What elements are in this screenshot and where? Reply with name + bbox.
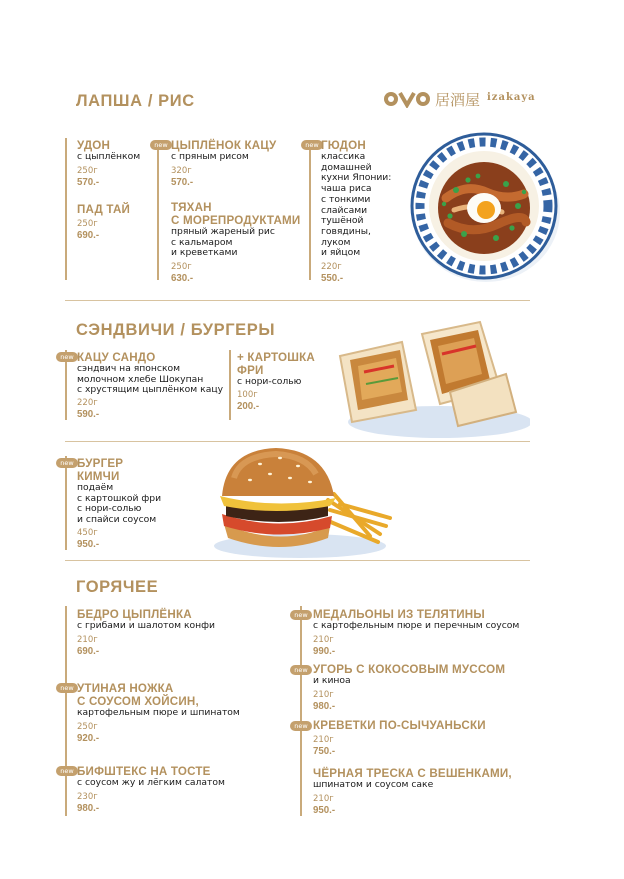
item-name: ТЯХАН (171, 201, 212, 214)
item-weight: 100г (237, 389, 258, 400)
item-desc: и киноа (313, 675, 351, 686)
item-name: БУРГЕР (77, 457, 124, 470)
brand-jp: 居酒屋 (435, 91, 481, 109)
item-desc: сэндвич на японском (77, 363, 181, 374)
item-name: ГЮДОН (321, 139, 366, 152)
item-weight: 250г (171, 262, 192, 273)
item-name: БИФШТЕКС НА ТОСТЕ (77, 765, 211, 778)
divider-vertical (65, 456, 67, 550)
item-desc: с пряным рисом (171, 151, 249, 162)
section-divider (65, 560, 530, 561)
item-desc: с грибами и шалотом конфи (77, 620, 215, 631)
brand-logo (383, 89, 543, 109)
item-price: 980.- (77, 802, 100, 814)
item-desc: кухни Японии: (321, 172, 392, 184)
section-title-noodles: ЛАПША / РИС (76, 92, 195, 110)
item-price: 950.- (77, 538, 100, 550)
item-weight: 250г (77, 165, 98, 176)
ovo-logo-icon (383, 90, 431, 108)
menu-item-chicken-thigh (77, 608, 215, 658)
item-name: БЕДРО ЦЫПЛЁНКА (77, 608, 192, 621)
item-desc: луком (321, 236, 351, 248)
item-weight: 250г (77, 721, 98, 732)
menu-item-chicken-katsu (171, 139, 276, 189)
menu-item-pad-thai (77, 203, 130, 242)
item-desc: молочном хлебе Шокупан (77, 373, 204, 385)
item-price: 990.- (313, 645, 336, 657)
item-name: КРЕВЕТКИ ПО-СЫЧУАНЬСКИ (313, 719, 486, 732)
burger-image (210, 440, 400, 560)
menu-item-beefsteak (77, 765, 225, 815)
item-name: МЕДАЛЬОНЫ ИЗ ТЕЛЯТИНЫ (313, 608, 485, 621)
item-desc: чаша риса (321, 183, 372, 195)
item-desc: шпинатом и соусом саке (313, 779, 434, 790)
brand-romaji: izakaya (487, 92, 536, 103)
item-name: ПАД ТАЙ (77, 203, 131, 216)
item-weight: 210г (77, 634, 98, 645)
item-name: УГОРЬ С КОКОСОВЫМ МУССОМ (313, 663, 506, 676)
item-price: 690.- (77, 230, 100, 241)
item-price: 200.- (237, 400, 260, 412)
item-desc: с картошкой фри (77, 492, 162, 504)
item-name: + КАРТОШКА (237, 351, 315, 364)
item-name: ЧЁРНАЯ ТРЕСКА С ВЕШЕНКАМИ, (313, 767, 512, 780)
item-weight: 210г (313, 735, 334, 745)
item-weight: 320г (171, 165, 192, 176)
item-desc: пряный жареный рис (171, 226, 275, 237)
item-desc: говядины, (321, 225, 371, 237)
item-name: ЦЫПЛЁНОК КАЦУ (171, 139, 277, 152)
item-desc: с картофельным пюре и перечным соусом (313, 620, 520, 631)
item-name-2: ФРИ (237, 364, 264, 377)
divider-vertical (229, 350, 231, 420)
section-title-hot: ГОРЯЧЕЕ (76, 578, 159, 596)
menu-item-duck-leg (77, 682, 240, 745)
menu-item-chahan (171, 201, 300, 285)
new-badge: new (56, 683, 78, 693)
new-badge: new (301, 140, 323, 150)
item-weight: 210г (313, 793, 334, 804)
item-desc: с кальмаром (171, 236, 233, 248)
new-badge: new (290, 665, 312, 675)
item-name-2: КИМЧИ (77, 470, 120, 483)
item-desc: и спайси соусом (77, 514, 157, 526)
item-price: 980.- (313, 700, 336, 712)
divider-vertical (309, 148, 311, 280)
new-badge: new (56, 352, 78, 362)
divider-vertical (65, 606, 67, 816)
item-desc: с хрустящим цыплёнком кацу (77, 384, 224, 396)
item-price: 550.- (321, 273, 344, 285)
menu-item-gyudon (321, 139, 391, 285)
menu-item-katsu-sando (77, 351, 223, 421)
item-desc: с тонкими (321, 193, 371, 205)
divider-vertical (157, 148, 159, 280)
new-badge: new (56, 766, 78, 776)
item-weight: 450г (77, 527, 98, 538)
item-weight: 250г (77, 219, 98, 229)
section-title-sandwiches: СЭНДВИЧИ / БУРГЕРЫ (76, 321, 276, 339)
item-desc: картофельным пюре и шпинатом (77, 707, 240, 718)
item-desc: и яйцом (321, 247, 361, 259)
menu-item-udon (77, 139, 140, 189)
item-price: 750.- (313, 746, 336, 757)
section-divider (65, 300, 530, 301)
item-price: 630.- (171, 273, 194, 285)
item-weight: 210г (313, 634, 334, 645)
item-desc: классика (321, 151, 366, 162)
item-name: КАЦУ САНДО (77, 351, 156, 364)
gyudon-bowl-image (406, 128, 562, 284)
item-price: 570.- (171, 176, 194, 188)
item-weight: 210г (313, 689, 334, 700)
divider-vertical (300, 606, 302, 816)
item-desc: с нори-солью (77, 503, 142, 515)
item-price: 570.- (77, 176, 100, 188)
menu-item-black-cod (313, 767, 512, 817)
item-desc: слайсами (321, 204, 368, 216)
item-name: УДОН (77, 139, 111, 152)
katsu-sando-image (330, 314, 530, 444)
menu-item-eel (313, 663, 505, 713)
item-name: УТИНАЯ НОЖКА (77, 682, 174, 695)
item-weight: 220г (321, 262, 342, 273)
new-badge: new (56, 458, 78, 468)
item-weight: 220г (77, 398, 98, 409)
menu-item-fries (237, 351, 315, 413)
item-desc: с нори-солью (237, 376, 302, 387)
item-price: 690.- (77, 645, 100, 657)
item-desc: с цыплёнком (77, 151, 141, 162)
item-name-2: С СОУСОМ ХОЙСИН, (77, 695, 199, 708)
item-desc: домашней (321, 161, 372, 173)
item-name-2: С МОРЕПРОДУКТАМИ (171, 214, 301, 227)
menu-item-burger-kimchi (77, 457, 161, 551)
item-desc: и креветками (171, 247, 238, 259)
item-price: 920.- (77, 732, 100, 744)
item-desc: тушёной (321, 215, 364, 227)
new-badge: new (290, 721, 312, 731)
new-badge: new (150, 140, 172, 150)
item-price: 950.- (313, 804, 336, 816)
menu-item-veal-medallions (313, 608, 519, 658)
item-weight: 230г (77, 791, 98, 802)
item-price: 590.- (77, 409, 100, 421)
new-badge: new (290, 610, 312, 620)
item-desc: подаём (77, 482, 114, 493)
menu-item-sichuan-shrimp (313, 719, 486, 758)
divider-vertical (65, 138, 67, 280)
item-desc: с соусом жу и лёгким салатом (77, 777, 225, 788)
